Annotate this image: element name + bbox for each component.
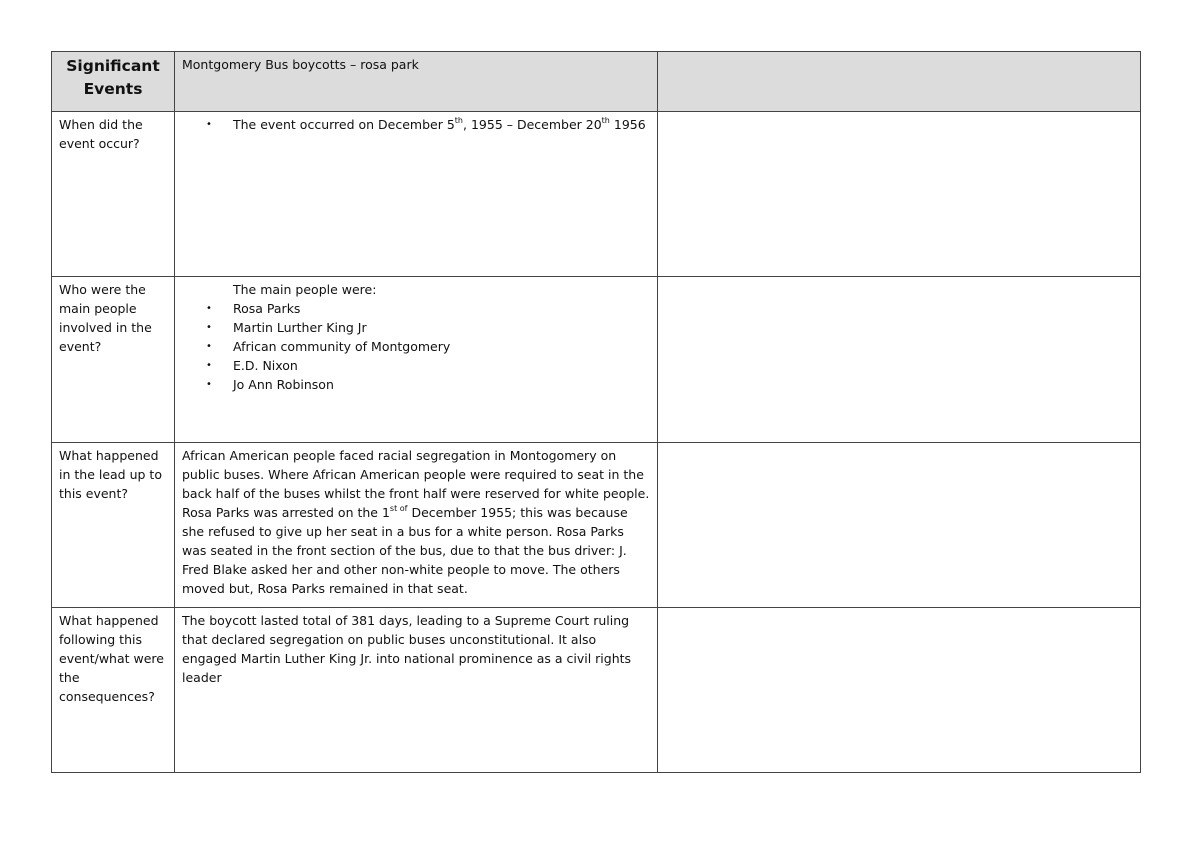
header-title-line2: Events: [83, 80, 143, 98]
people-list: [182, 299, 650, 394]
table-row: [52, 277, 1141, 443]
notes-cell: [658, 277, 1141, 443]
event-name: Montgomery Bus boycotts – rosa park: [182, 57, 419, 72]
header-title-cell: [52, 52, 175, 112]
answer-who: [175, 277, 658, 443]
answer-when: [175, 112, 658, 277]
table-row: [52, 112, 1141, 277]
list-item: • African community of Montgomery: [206, 339, 451, 354]
header-title-line1: Significant: [66, 57, 160, 75]
notes-cell: [658, 443, 1141, 608]
people-intro: The main people were:: [233, 282, 377, 297]
event-name-cell: [175, 52, 658, 112]
bullet-icon: •: [206, 303, 212, 314]
bullet-icon: •: [206, 341, 212, 352]
question-who: Who were the main people involved in the event?: [52, 277, 175, 443]
notes-cell: [658, 112, 1141, 277]
answer-lead-up: African American people faced racial segregation in Montogomery on public buses. Where African American people were required to seat in the back half of the buses whilst the front half were reserved for white people. Rosa Parks was arrested on the $1^{st of}$ December 1955; this was because she refused to give up her seat in a bus for a white person. Rosa Parks was seated in the front section of the bus, due to that the bus driver: J. Fred Blake asked her and other non-white people to move. The others moved but, Rosa Parks remained in that seat.: [175, 443, 658, 608]
list-item: • E.D. Nixon: [206, 358, 298, 373]
bullet-icon: •: [206, 379, 212, 390]
question-lead-up: What happened in the lead up to this event?: [52, 443, 175, 608]
question-consequences: What happened following this event/what were the consequences?: [52, 608, 175, 773]
answer-consequences: The boycott lasted total of 381 days, leading to a Supreme Court ruling that declared segregation on public buses unconstitutional. It also engaged Martin Luther King Jr. into national prominence as a civil rights leader: [175, 608, 658, 773]
bullet-icon: •: [206, 360, 212, 371]
list-item: • Rosa Parks: [206, 301, 301, 316]
notes-cell: [658, 608, 1141, 773]
list-item: • The event occurred on December 5th, 1955 – December 20th 1956: [206, 115, 646, 132]
significant-events-table: [51, 51, 1141, 773]
list-item: • Jo Ann Robinson: [206, 377, 334, 392]
header-row: [52, 52, 1141, 112]
header-empty-cell: [658, 52, 1141, 112]
question-when: When did the event occur?: [52, 112, 175, 277]
list-item: • Martin Lurther King Jr: [206, 320, 367, 335]
table-row: [52, 608, 1141, 773]
table-row: [52, 443, 1141, 608]
bullet-icon: •: [206, 119, 212, 130]
bullet-icon: •: [206, 322, 212, 333]
